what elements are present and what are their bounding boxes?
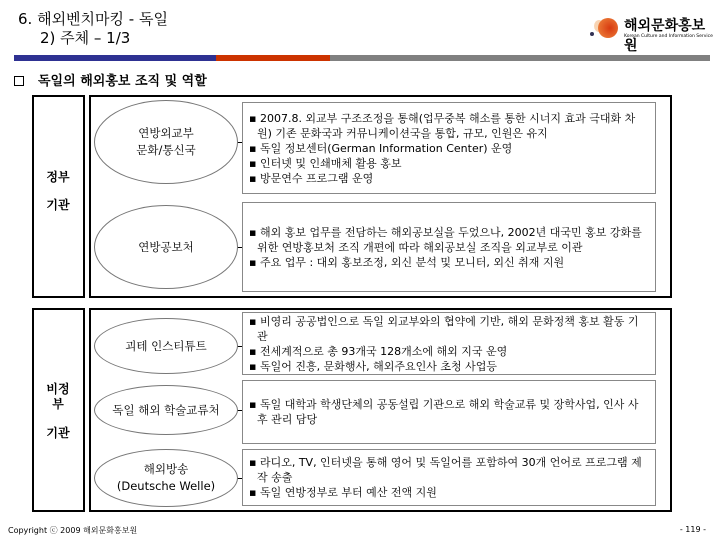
org-description <box>242 102 656 194</box>
bullet-icon: ▪ <box>249 171 260 185</box>
copyright: Copyright ⓒ 2009 해외문화홍보원 <box>8 526 138 535</box>
bullet-text: 방문연수 프로그램 운영 <box>259 171 374 185</box>
bullet-icon: ▪ <box>249 344 260 358</box>
bullet-icon: ▪ <box>249 141 260 155</box>
bullet-text: 해외 홍보 업무를 전담하는 해외공보실을 두었으나, 2002년 대국민 홍보 강화를 위한 연방홍보처 조직 개편에 따라 해외공보실 조직을 외교부로 이관 <box>257 225 642 254</box>
group-label: 기관 <box>46 198 70 212</box>
org-ellipse <box>94 205 238 289</box>
logo <box>582 14 713 54</box>
bullet-icon: ▪ <box>249 225 260 239</box>
org-name: 연방공보처 <box>138 239 194 254</box>
org-name: 해외방송 <box>143 462 189 476</box>
divider-gray <box>330 55 710 61</box>
org-name: 괴테 인스티튜트 <box>125 338 207 353</box>
org-description <box>242 449 656 506</box>
bullet-icon: ▪ <box>249 156 260 170</box>
section-heading-text: 독일의 해외홍보 조직 및 역할 <box>38 74 207 89</box>
description-bullet <box>249 397 649 427</box>
org-ellipse <box>94 385 238 435</box>
org-description <box>242 312 656 375</box>
bullet-text: 2007.8. 외교부 구조조정을 통해(업무중복 해소를 통한 시너지 효과 극대화 차원) 기존 문화국과 커뮤니케이션국을 통합, 규모, 인원은 유지 <box>257 111 636 140</box>
bullet-text: 전세계적으로 총 93개국 128개소에 해외 지국 운영 <box>259 344 508 358</box>
org-name: 연방외교부 <box>138 126 194 140</box>
bullet-text: 인터넷 및 인쇄매체 활용 홍보 <box>259 156 402 170</box>
description-bullet <box>249 455 649 485</box>
bullet-icon: ▪ <box>249 111 260 125</box>
bullet-icon: ▪ <box>249 359 260 373</box>
description-bullet <box>249 171 649 186</box>
bullet-text: 독일 대학과 학생단체의 공동설립 기관으로 해외 학술교류 및 장학사업, 인사 사후 관리 담당 <box>257 398 639 426</box>
description-bullet <box>249 314 649 344</box>
org-name: 독일 해외 학술교류처 <box>112 402 220 417</box>
bullet-text: 독일어 진흥, 문화행사, 해외주요인사 초청 사업등 <box>259 359 497 373</box>
bullet-icon: ▪ <box>249 486 260 499</box>
description-bullet <box>249 485 649 500</box>
page-number: - 119 - <box>679 525 706 534</box>
bullet-text: 독일 연방정부로 부터 예산 전액 지원 <box>259 486 437 499</box>
page-title <box>18 10 168 48</box>
bullet-text: 라디오, TV, 인터넷을 통해 영어 및 독일어를 포함하여 30개 언어로 프로그램 제작 송출 <box>257 456 642 484</box>
description-bullet <box>249 359 649 374</box>
bullet-icon: ▪ <box>249 255 260 269</box>
bullet-icon: ▪ <box>249 398 260 411</box>
bullet-text: 독일 정보센터(German Information Center) 운영 <box>259 141 513 155</box>
group-label: 부 <box>52 397 64 411</box>
description-bullet <box>249 111 649 141</box>
logo-tagline: Korean Culture and Information Service <box>624 34 713 39</box>
org-ellipse <box>94 449 238 507</box>
org-description <box>242 380 656 444</box>
description-bullet <box>249 156 649 171</box>
org-name: (Deutsche Welle) <box>116 479 216 493</box>
bullet-icon: ▪ <box>249 456 260 469</box>
org-ellipse <box>94 318 238 374</box>
group-label: 비정 <box>46 382 70 396</box>
title-main: 6. 해외벤치마킹 - 독일 <box>18 10 168 28</box>
org-name: 문화/통신국 <box>136 143 196 157</box>
bullet-text: 비영리 공공법인으로 독일 외교부와의 협약에 기반, 해외 문화정책 홍보 활동 기관 <box>257 314 639 343</box>
description-bullet <box>249 255 649 270</box>
group-label: 기관 <box>46 426 70 440</box>
section-heading <box>14 70 207 89</box>
bullet-text: 주요 업무 : 대외 홍보조정, 외신 분석 및 모니터, 외신 취재 지원 <box>259 255 565 269</box>
description-bullet <box>249 225 649 255</box>
org-description <box>242 202 656 292</box>
checkbox-bullet-icon <box>14 76 24 86</box>
group-label: 정부 <box>46 170 70 184</box>
title-sub: 2) 주체 – 1/3 <box>40 29 131 47</box>
org-ellipse <box>94 100 238 184</box>
description-bullet <box>249 141 649 156</box>
divider-red <box>216 55 330 61</box>
logo-name: 해외문화홍보원 <box>624 18 706 54</box>
divider-blue <box>14 55 216 61</box>
bullet-icon: ▪ <box>249 314 260 328</box>
description-bullet <box>249 344 649 359</box>
